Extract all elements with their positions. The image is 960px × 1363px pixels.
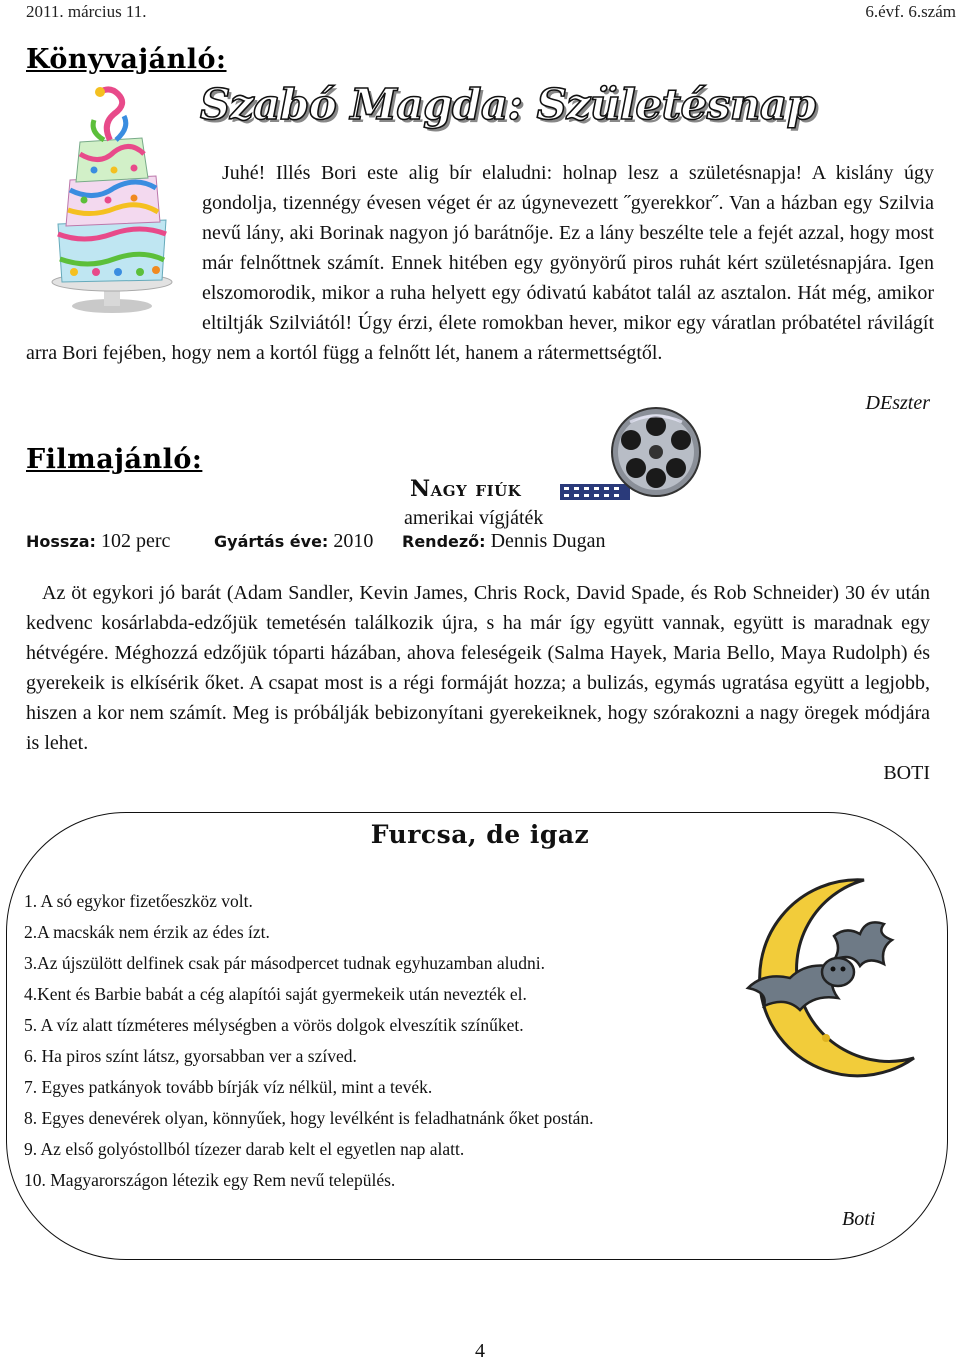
film-paragraph: Az öt egykori jó barát (Adam Sandler, Kevin James, Chris Rock, David Spade, és Rob Schneider) 30 év után kedvenc kosárlabda-edzőjük temetésén találkozik újra, s ha már így együtt vannak, együtt is maradnak egy hétvégére. Méghozzá edzőjük tóparti házában, ahova feleségeik (Salma Hayek, Maria Bello, Maya Rudolph) és gyerekeik is elkísérik őket. A csapat most is a régi formáját hozza; a bulizás, egymás ugratása együtt a legjobb, hiszen a kor nem számít. Meg is próbálják bebizonyítani gyerekeiknek, hogy szórakozni a nagy öregek módjára is lehet. [26,582,930,754]
facts-author-signature: Boti [842,1208,876,1230]
page-number: 4 [475,1340,485,1362]
film-reel-icon [560,406,710,502]
header-date: 2011. március 11. [26,2,147,21]
moon-and-bat-icon [734,868,934,1078]
film-genre: amerikai vígjáték [404,507,544,529]
fact-item: 4.Kent és Barbie babát a cég alapítói saját gyermekeik után nevezték el. [24,984,527,1004]
header-issue: 6.évf. 6.szám [865,2,956,21]
book-text [26,158,934,368]
fact-item: 1. A só egykor fizetőeszköz volt. [24,891,253,911]
facts-list [24,888,594,1198]
fact-item: 8. Egyes denevérek olyan, könnyűek, hogy levélként is feladhatnánk őket postán. [24,1108,594,1128]
film-year [214,530,373,553]
film-year-label: Gyártás éve: [214,532,329,551]
book-title: Szabó Magda: Születésnap [200,80,816,129]
fact-item: 5. A víz alatt tízméteres mélységben a vörös dolgok elveszítik színűket. [24,1015,524,1035]
book-paragraph: Juhé! Illés Bori este alig bír elaludni: holnap lesz a születésnapja! A kislány úgy gondolja, tizennégy évesen véget ér az úgynevezett ˝gyerekkor˝. Van a házban egy Szilvia nevű lány, aki Borinak nagyon jó barátnője. Ez a lány beszélte tele a fejét azzal, hogy most már felnőttnek számít. Ennek hitében egy gyönyörű piros ruhát kért születésnapjára. Igen elszomorodik, mikor a ruha helyett egy ódivatú kabátot talál az asztalon. Hát még, amikor eltiltják Szilviától! Úgy érzi, élete romokban hever, mikor egy váratlan próbatétel rávilágít arra Bori fejében, hogy nem a kortól függ a felnőtt lét, hanem a rátermettségtől. [26,162,934,364]
fact-item: 7. Egyes patkányok tovább bírják víz nélkül, mint a tevék. [24,1077,433,1097]
film-length [26,530,170,553]
fact-item: 10. Magyarországon létezik egy Rem nevű település. [24,1170,396,1190]
fact-item: 3.Az újszülött delfinek csak pár másodpercet tudnak egyhuzamban aludni. [24,953,545,973]
fact-item: 6. Ha piros színt látsz, gyorsabban ver a szíved. [24,1046,357,1066]
book-author-signature: DEszter [865,392,930,414]
cake-image-spacer [26,158,202,330]
book-section-title: Könyvajánló: [26,44,227,75]
film-director-value: Dennis Dugan [490,530,606,552]
film-length-value: 102 perc [100,530,171,552]
film-director-label: Rendező: [402,532,486,551]
film-year-value: 2010 [333,530,374,552]
film-section-title: Filmajánló: [26,444,203,475]
film-director [402,530,606,553]
fact-item: 2.A macskák nem érzik az édes ízt. [24,922,270,942]
film-title: Nagy fiúk [410,476,522,502]
film-author-signature: BOTI [883,762,930,784]
fact-item: 9. Az első golyóstollból tízezer darab kelt el egyetlen nap alatt. [24,1139,465,1159]
film-length-label: Hossza: [26,532,96,551]
film-text [26,578,930,758]
facts-title: Furcsa, de igaz [370,820,590,849]
